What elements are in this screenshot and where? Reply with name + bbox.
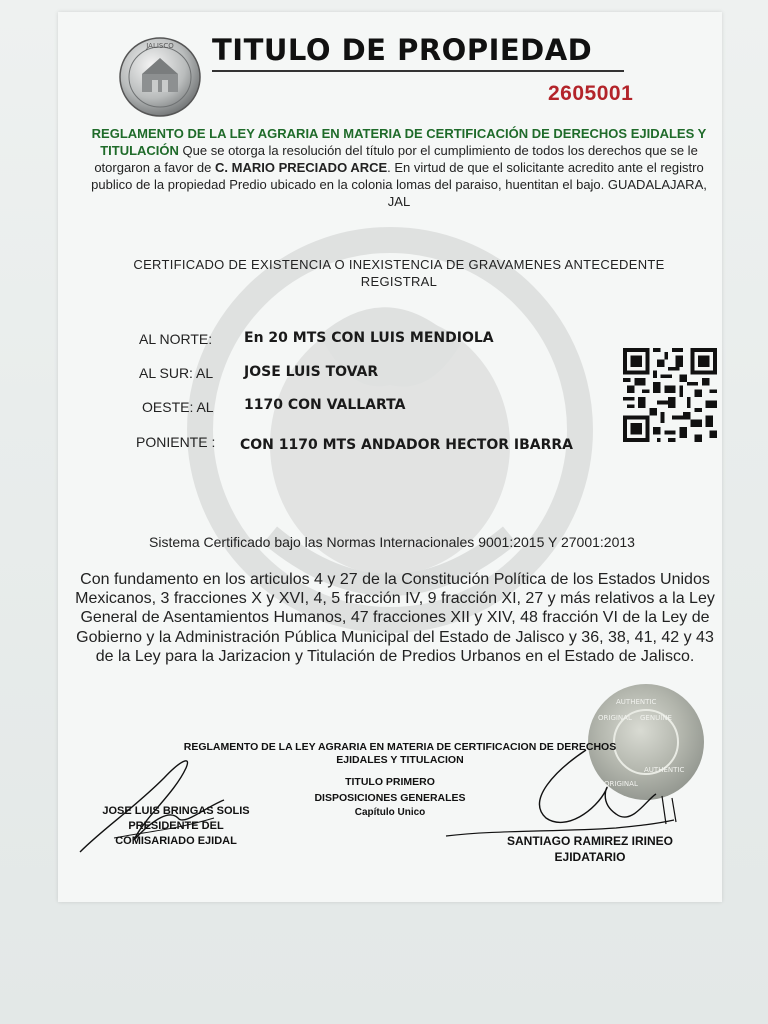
norms-certification: Sistema Certificado bajo las Normas Internacionales 9001:2015 Y 27001:2013 — [149, 534, 635, 550]
left-signatory-block — [86, 804, 266, 849]
boundary-label-south: AL SUR: AL — [139, 365, 214, 381]
folio-number: 2605001 — [548, 82, 634, 105]
hologram-word-genuine: GENUINE — [640, 714, 672, 722]
boundary-value-west: 1170 CON VALLARTA — [244, 397, 406, 413]
boundary-label-poniente: PONIENTE : — [136, 434, 216, 450]
intro-text-2: . En virtud de que el solicitante acredito ante el registro publico de la propiedad Predio ubicado en la colonia lomas del paraiso, huentitan el bajo. GUADALAJARA, JAL — [91, 160, 707, 209]
footer-provisions-block — [290, 774, 490, 820]
left-signatory-role-2: COMISARIADO EJIDAL — [115, 835, 237, 847]
intro-heading: REGLAMENTO DE LA LEY AGRARIA EN MATERIA DE CERTIFICACIÓN DE DERECHOS EJIDALES Y TITULACIÓN — [91, 126, 707, 158]
right-signatory-role: EJIDATARIO — [554, 850, 626, 864]
footer-chapter: Capítulo Unico — [354, 807, 426, 818]
title-underline — [212, 70, 624, 72]
right-signatory-name: SANTIAGO RAMIREZ IRINEO — [506, 834, 673, 848]
footer-provisions: DISPOSICIONES GENERALES — [314, 792, 466, 804]
right-signatory-block — [480, 833, 700, 865]
boundary-value-north: En 20 MTS CON LUIS MENDIOLA — [244, 330, 494, 346]
intro-paragraph — [82, 125, 716, 210]
certificate-heading: CERTIFICADO DE EXISTENCIA O INEXISTENCIA DE GRAVAMENES ANTECEDENTE REGISTRAL — [133, 257, 665, 289]
hologram-word-authentic: AUTHENTIC — [616, 698, 657, 706]
footer-title-line: TITULO PRIMERO — [345, 776, 435, 788]
left-signatory-role-1: PRESIDENTE DEL — [128, 820, 224, 832]
qr-code-icon — [620, 348, 720, 442]
seal-text: JALISCO — [146, 42, 174, 50]
hologram-word-authentic-2: AUTHENTIC — [644, 766, 685, 774]
boundary-label-west: OESTE: AL — [142, 399, 214, 415]
intro-text-1: Que se otorga la resolución del título por el cumplimiento de todos los derechos que se le otorgaron a favor de — [94, 143, 698, 175]
boundary-value-poniente: CON 1170 MTS ANDADOR HECTOR IBARRA — [240, 437, 573, 453]
owner-name: C. MARIO PRECIADO ARCE — [215, 160, 388, 175]
hologram-word-original-2: ORIGINAL — [604, 780, 638, 788]
footer-regulation: REGLAMENTO DE LA LEY AGRARIA EN MATERIA DE CERTIFICACION DE DERECHOS EJIDALES Y TITULACION — [183, 741, 617, 766]
document-title: TITULO DE PROPIEDAD — [212, 33, 593, 67]
boundary-label-north: AL NORTE: — [139, 331, 213, 347]
boundary-value-south: JOSE LUIS TOVAR — [244, 364, 379, 380]
jalisco-seal-icon — [114, 34, 206, 120]
left-signatory-name: JOSE LUIS BRINGAS SOLIS — [102, 805, 250, 817]
legal-basis-paragraph: Con fundamento en los articulos 4 y 27 de la Constitución Política de los Estados Unidos Mexicanos, 3 fracciones X y XVI, 4, 5 fracción IV, 9 fracción XI, 27 y más relativos a la Ley General de Asentamientos Humanos, 47 fracciones XII y XIV, 48 fracción VI de la Ley de Gobierno y la Administración Pública Municipal del Estado de Jalisco y 36, 38, 41, 42 y 43 de la Ley para la Jarizacion y Titulación de Predios Urbanos en el Estado de Jalisco. — [75, 571, 715, 665]
hologram-word-original: ORIGINAL — [598, 714, 632, 722]
